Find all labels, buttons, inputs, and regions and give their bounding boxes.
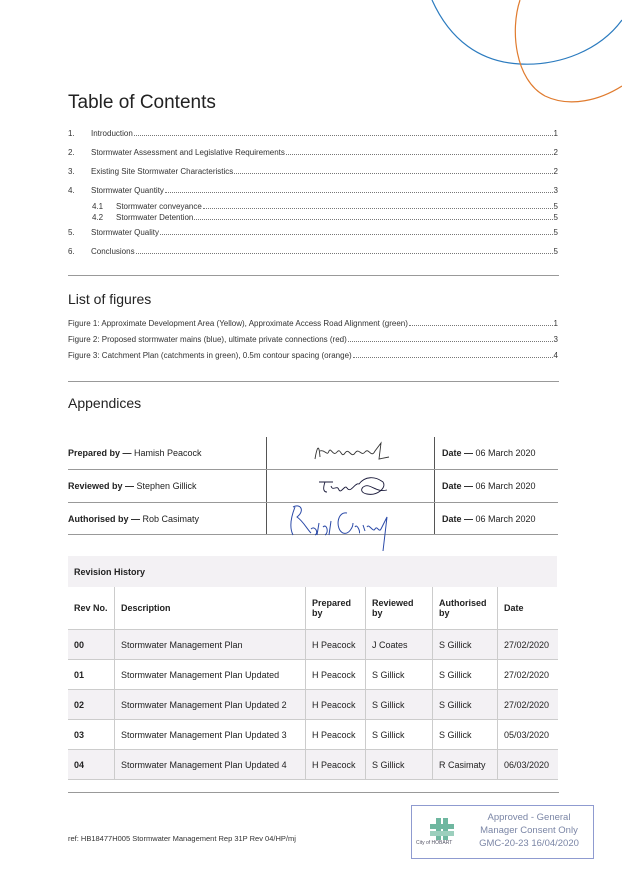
leader-dots (286, 153, 553, 155)
cell-reviewed-by: S Gillick (366, 660, 433, 690)
cell-rev-no: 02 (68, 690, 115, 720)
toc-entry-page: 1 (553, 129, 558, 138)
signoff-row-authorised (68, 503, 558, 535)
date-value: 06 March 2020 (473, 513, 536, 524)
cell-date: 27/02/2020 (498, 630, 558, 660)
figure-entry-page: 3 (553, 335, 558, 344)
leader-dots (353, 356, 553, 358)
signature-rob-casimaty (267, 499, 434, 553)
date-label: Date — (442, 481, 474, 491)
cell-authorised-by: S Gillick (433, 690, 498, 720)
toc-entry-label: Stormwater Assessment and Legislative Requirements (91, 148, 285, 157)
cell-date: 06/03/2020 (498, 750, 558, 780)
figure-entry[interactable] (68, 335, 558, 347)
table-row (68, 720, 558, 750)
figure-entry-label: Figure 2: Proposed stormwater mains (blue), ultimate private connections (red) (68, 335, 347, 344)
cell-description: Stormwater Management Plan (115, 630, 306, 660)
signature-stephen-gillick (267, 470, 434, 500)
signoff-role-label: Reviewed by — (68, 481, 135, 491)
cell-description: Stormwater Management Plan Updated 3 (115, 720, 306, 750)
cell-rev-no: 00 (68, 630, 115, 660)
signature-cell (267, 470, 435, 503)
decorative-blue-arc (432, 0, 622, 64)
toc-entry-number: 5. (68, 228, 75, 237)
revision-history-table (68, 556, 558, 780)
leader-dots (234, 172, 552, 174)
column-header: Reviewed by (366, 587, 433, 630)
leader-dots (134, 134, 553, 136)
signoff-role-label: Authorised by — (68, 513, 141, 524)
figure-entry[interactable] (68, 319, 558, 331)
cell-authorised-by: S Gillick (433, 660, 498, 690)
table-row (68, 690, 558, 720)
stamp-line-3: GMC-20-23 16/04/2020 (479, 838, 579, 849)
stamp-line-1: Approved - General (487, 812, 571, 823)
cell-prepared-by: H Peacock (306, 750, 366, 780)
document-reference: ref: HB18477H005 Stormwater Management Rep 31P Rev 04/HP/mj (68, 834, 296, 843)
cell-rev-no: 01 (68, 660, 115, 690)
signoff-role-label: Prepared by — (68, 448, 132, 458)
date-label: Date — (442, 513, 474, 524)
toc-entry-page: 2 (553, 167, 558, 176)
signoff-role (68, 503, 267, 535)
approval-stamp (411, 805, 594, 859)
date-label: Date — (442, 448, 474, 458)
toc-entry-number: 6. (68, 247, 75, 256)
cell-reviewed-by: S Gillick (366, 720, 433, 750)
cell-date: 27/02/2020 (498, 660, 558, 690)
cell-authorised-by: S Gillick (433, 630, 498, 660)
toc-entry-page: 5 (553, 213, 558, 222)
toc-subentry[interactable] (92, 213, 558, 225)
signoff-row-prepared (68, 437, 558, 470)
signoff-person: Stephen Gillick (134, 481, 197, 491)
toc-entry-number: 4.2 (92, 213, 104, 222)
cell-date: 27/02/2020 (498, 690, 558, 720)
signoff-row-reviewed (68, 470, 558, 503)
toc-title: Table of Contents (68, 92, 216, 113)
leader-dots (348, 340, 553, 342)
toc-entry-page: 2 (553, 148, 558, 157)
decorative-orange-arc (515, 0, 622, 102)
footer-divider (68, 792, 559, 793)
toc-entry-label: Stormwater conveyance (116, 202, 202, 211)
toc-entry-number: 2. (68, 148, 75, 157)
toc-entry-label: Existing Site Stormwater Characteristics (91, 167, 234, 176)
toc-entry-page: 5 (553, 247, 558, 256)
toc-entry[interactable] (68, 167, 558, 179)
cell-authorised-by: R Casimaty (433, 750, 498, 780)
divider (68, 275, 559, 276)
signoff-role (68, 470, 267, 503)
city-of-hobart-logo-icon (418, 814, 466, 852)
figure-entry-label: Figure 3: Catchment Plan (catchments in green), 0.5m contour spacing (orange) (68, 351, 352, 360)
toc-entry-label: Conclusions (91, 247, 135, 256)
signoff-person: Hamish Peacock (131, 448, 202, 458)
toc-entry-label: Stormwater Detention (116, 213, 194, 222)
cell-prepared-by: H Peacock (306, 690, 366, 720)
cell-authorised-by: S Gillick (433, 720, 498, 750)
signature-cell (267, 503, 435, 535)
table-row (68, 630, 558, 660)
leader-dots (136, 252, 553, 254)
toc-entry[interactable] (68, 129, 558, 141)
toc-entry-page: 5 (553, 228, 558, 237)
cell-description: Stormwater Management Plan Updated 4 (115, 750, 306, 780)
revision-history-title-row (68, 556, 558, 587)
toc-entry[interactable] (68, 247, 558, 259)
date-value: 06 March 2020 (473, 481, 536, 491)
toc-entry-label: Stormwater Quantity (91, 186, 164, 195)
signoff-date (435, 437, 559, 470)
toc-entry-number: 1. (68, 129, 75, 138)
leader-dots (194, 218, 552, 220)
leader-dots (165, 191, 553, 193)
leader-dots (203, 207, 553, 209)
toc-entry-page: 3 (553, 186, 558, 195)
logo-text: City of HOBART (416, 840, 453, 846)
figures-title: List of figures (68, 291, 152, 307)
divider (68, 381, 559, 382)
cell-prepared-by: H Peacock (306, 630, 366, 660)
column-header: Authorised by (433, 587, 498, 630)
column-header: Prepared by (306, 587, 366, 630)
figure-entry[interactable] (68, 351, 558, 363)
column-header: Date (498, 587, 558, 630)
signature-cell (267, 437, 435, 470)
signoff-date (435, 470, 559, 503)
signoff-role (68, 437, 267, 470)
column-header: Rev No. (68, 587, 115, 630)
cell-rev-no: 04 (68, 750, 115, 780)
cell-description: Stormwater Management Plan Updated (115, 660, 306, 690)
column-header: Description (115, 587, 306, 630)
cell-description: Stormwater Management Plan Updated 2 (115, 690, 306, 720)
cell-prepared-by: H Peacock (306, 720, 366, 750)
cell-reviewed-by: S Gillick (366, 750, 433, 780)
signoff-person: Rob Casimaty (140, 513, 200, 524)
revision-history-header (68, 587, 558, 630)
leader-dots (160, 233, 553, 235)
signature-hamish-peacock (267, 437, 434, 467)
revision-history-title: Revision History (68, 556, 558, 587)
figure-entry-page: 1 (553, 319, 558, 328)
toc-entry[interactable] (68, 186, 558, 198)
toc-entry-number: 3. (68, 167, 75, 176)
leader-dots (409, 324, 553, 326)
cell-rev-no: 03 (68, 720, 115, 750)
toc-entry-label: Stormwater Quality (91, 228, 160, 237)
stamp-line-2: Manager Consent Only (480, 825, 578, 836)
appendices-title: Appendices (68, 395, 142, 411)
toc-entry-number: 4. (68, 186, 75, 195)
toc-entry-number: 4.1 (92, 202, 104, 211)
table-row (68, 750, 558, 780)
signoff-table (68, 437, 558, 535)
table-row (68, 660, 558, 690)
figure-entry-label: Figure 1: Approximate Development Area (Yellow), Approximate Access Road Alignment (green) (68, 319, 408, 328)
figure-entry-page: 4 (553, 351, 558, 360)
toc-entry-label: Introduction (91, 129, 133, 138)
cell-date: 05/03/2020 (498, 720, 558, 750)
cell-reviewed-by: J Coates (366, 630, 433, 660)
signoff-date (435, 503, 559, 535)
toc-entry-page: 5 (553, 202, 558, 211)
cell-reviewed-by: S Gillick (366, 690, 433, 720)
cell-prepared-by: H Peacock (306, 660, 366, 690)
toc-entry[interactable] (68, 228, 558, 240)
date-value: 06 March 2020 (473, 448, 536, 458)
toc-entry[interactable] (68, 148, 558, 160)
